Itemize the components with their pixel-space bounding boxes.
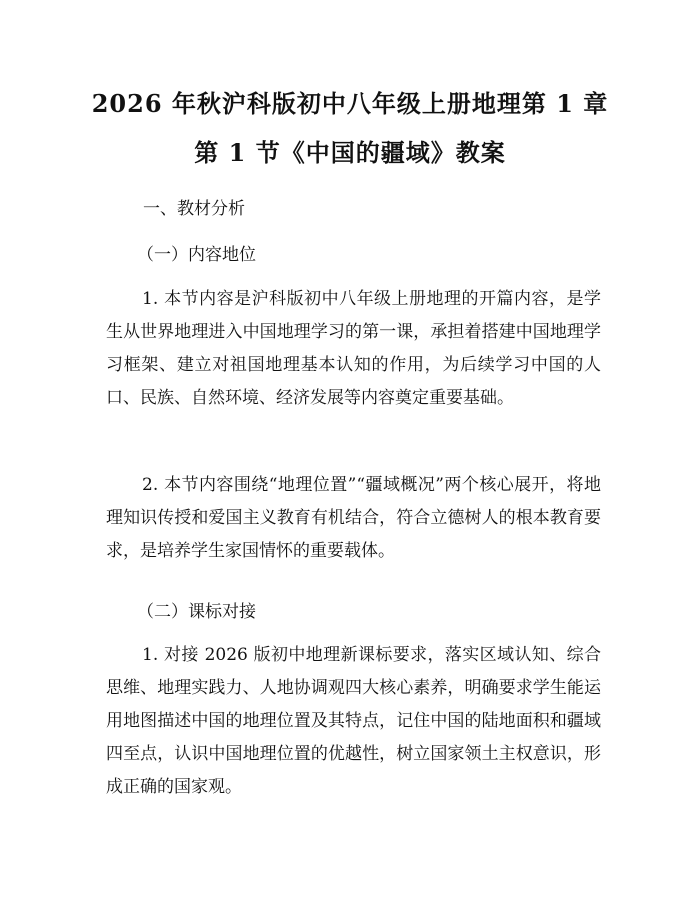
document-title-line-1: 2026 年秋沪科版初中八年级上册地理第 1 章 xyxy=(91,89,609,118)
document-title-line-2: 第 1 节《中国的疆域》教案 xyxy=(194,138,506,167)
subsection-heading-curriculum-alignment: （二）课标对接 xyxy=(137,602,256,622)
section-heading-textbook-analysis: 一、教材分析 xyxy=(143,199,245,219)
paragraph-content-position-1: 1. 本节内容是沪科版初中八年级上册地理的开篇内容，是学生从世界地理进入中国地理学习的第一课，承担着搭建中国地理学习框架、建立对祖国地理基本认知的作用，为后续学习中国的人口、民族、自然环境、经济发展等内容奠定重要基础。 xyxy=(106,289,601,408)
paragraph-curriculum-alignment-1: 1. 对接 2026 版初中地理新课标要求，落实区域认知、综合思维、地理实践力、人地协调观四大核心素养，明确要求学生能运用地图描述中国的地理位置及其特点，记住中国的陆地面积和疆域四至点，认识中国地理位置的优越性，树立国家领土主权意识，形成正确的国家观。 xyxy=(106,645,601,797)
subsection-heading-content-position: （一）内容地位 xyxy=(137,245,256,265)
paragraph-content-position-2: 2. 本节内容围绕“地理位置”“疆域概况”两个核心展开，将地理知识传授和爱国主义教育有机结合，符合立德树人的根本教育要求，是培养学生家国情怀的重要载体。 xyxy=(106,475,601,561)
